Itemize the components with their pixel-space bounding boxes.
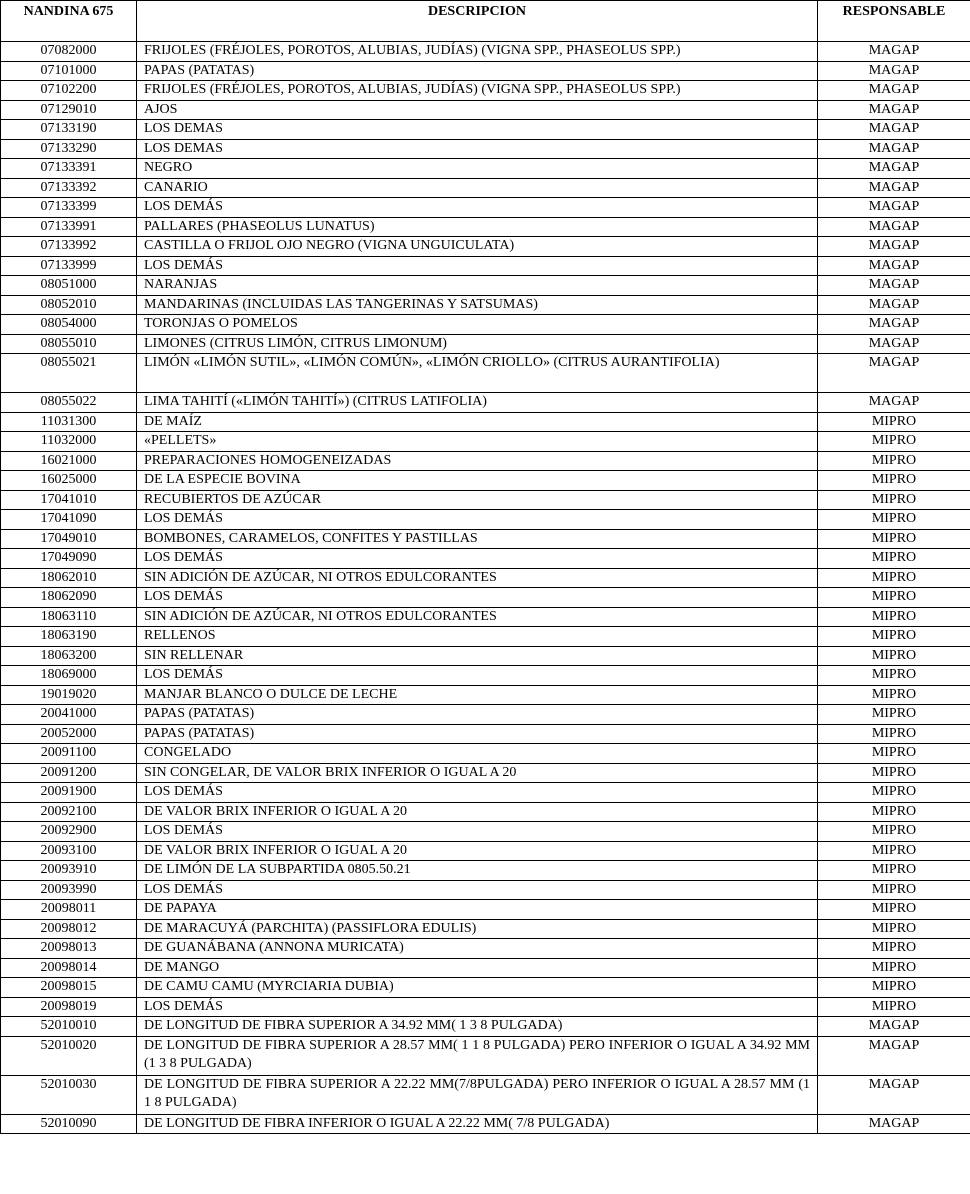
- responsible-cell: MAGAP: [818, 315, 970, 335]
- code-cell: 17041010: [1, 490, 137, 510]
- code-cell: 07102200: [1, 81, 137, 101]
- code-cell: 07133190: [1, 120, 137, 140]
- description-cell: DE MAÍZ: [137, 412, 818, 432]
- code-cell: 18069000: [1, 666, 137, 686]
- table-row: [1, 432, 970, 452]
- description-cell: PAPAS (PATATAS): [137, 705, 818, 725]
- responsible-cell: MIPRO: [818, 841, 970, 861]
- table-body: [1, 42, 970, 1134]
- description-cell: SIN ADICIÓN DE AZÚCAR, NI OTROS EDULCORANTES: [137, 568, 818, 588]
- code-cell: 20093990: [1, 880, 137, 900]
- responsible-cell: MIPRO: [818, 900, 970, 920]
- code-cell: 52010090: [1, 1114, 137, 1134]
- code-cell: 20098011: [1, 900, 137, 920]
- code-cell: 20092900: [1, 822, 137, 842]
- code-cell: 08055022: [1, 393, 137, 413]
- table-row: [1, 841, 970, 861]
- responsible-cell: MIPRO: [818, 978, 970, 998]
- code-cell: 07082000: [1, 42, 137, 62]
- table-row: [1, 81, 970, 101]
- responsible-cell: MAGAP: [818, 61, 970, 81]
- responsible-cell: MIPRO: [818, 705, 970, 725]
- description-cell: RECUBIERTOS DE AZÚCAR: [137, 490, 818, 510]
- responsible-cell: MIPRO: [818, 471, 970, 491]
- table-row: [1, 139, 970, 159]
- code-cell: 18063110: [1, 607, 137, 627]
- table-row: [1, 1036, 970, 1075]
- table-row: [1, 412, 970, 432]
- description-cell: DE VALOR BRIX INFERIOR O IGUAL A 20: [137, 841, 818, 861]
- description-cell: SIN ADICIÓN DE AZÚCAR, NI OTROS EDULCORANTES: [137, 607, 818, 627]
- responsible-cell: MIPRO: [818, 763, 970, 783]
- description-cell: CANARIO: [137, 178, 818, 198]
- responsible-cell: MAGAP: [818, 256, 970, 276]
- description-cell: PAPAS (PATATAS): [137, 61, 818, 81]
- responsible-cell: MIPRO: [818, 880, 970, 900]
- description-cell: CASTILLA O FRIJOL OJO NEGRO (VIGNA UNGUICULATA): [137, 237, 818, 257]
- header-description: DESCRIPCION: [137, 1, 818, 42]
- responsible-cell: MIPRO: [818, 549, 970, 569]
- description-cell: SIN RELLENAR: [137, 646, 818, 666]
- description-cell: PAPAS (PATATAS): [137, 724, 818, 744]
- description-cell: LOS DEMÁS: [137, 510, 818, 530]
- code-cell: 20091200: [1, 763, 137, 783]
- table-row: [1, 510, 970, 530]
- responsible-cell: MAGAP: [818, 295, 970, 315]
- code-cell: 19019020: [1, 685, 137, 705]
- table-row: [1, 198, 970, 218]
- responsible-cell: MIPRO: [818, 412, 970, 432]
- responsible-cell: MIPRO: [818, 958, 970, 978]
- description-cell: AJOS: [137, 100, 818, 120]
- description-cell: DE LONGITUD DE FIBRA INFERIOR O IGUAL A 22.22 MM( 7/8 PULGADA): [137, 1114, 818, 1134]
- code-cell: 20091900: [1, 783, 137, 803]
- responsible-cell: MAGAP: [818, 178, 970, 198]
- table-row: [1, 42, 970, 62]
- code-cell: 07133999: [1, 256, 137, 276]
- responsible-cell: MIPRO: [818, 568, 970, 588]
- description-cell: LOS DEMÁS: [137, 198, 818, 218]
- code-cell: 52010020: [1, 1036, 137, 1075]
- table-row: [1, 900, 970, 920]
- responsible-cell: MIPRO: [818, 919, 970, 939]
- responsible-cell: MAGAP: [818, 81, 970, 101]
- description-cell: LOS DEMÁS: [137, 256, 818, 276]
- description-cell: LOS DEMÁS: [137, 549, 818, 569]
- code-cell: 20093100: [1, 841, 137, 861]
- table-row: [1, 354, 970, 393]
- table-row: [1, 705, 970, 725]
- code-cell: 52010010: [1, 1017, 137, 1037]
- responsible-cell: MAGAP: [818, 393, 970, 413]
- table-row: [1, 627, 970, 647]
- code-cell: 20091100: [1, 744, 137, 764]
- table-row: [1, 978, 970, 998]
- table-row: [1, 763, 970, 783]
- table-row: [1, 1114, 970, 1134]
- description-cell: FRIJOLES (FRÉJOLES, POROTOS, ALUBIAS, JUDÍAS) (VIGNA SPP., PHASEOLUS SPP.): [137, 42, 818, 62]
- responsible-cell: MIPRO: [818, 685, 970, 705]
- table-row: [1, 666, 970, 686]
- description-cell: BOMBONES, CARAMELOS, CONFITES Y PASTILLAS: [137, 529, 818, 549]
- description-cell: LOS DEMÁS: [137, 666, 818, 686]
- responsible-cell: MAGAP: [818, 198, 970, 218]
- description-cell: LOS DEMÁS: [137, 880, 818, 900]
- table-row: [1, 997, 970, 1017]
- code-cell: 52010030: [1, 1075, 137, 1114]
- table-row: [1, 256, 970, 276]
- table-row: [1, 919, 970, 939]
- table-row: [1, 295, 970, 315]
- description-cell: PREPARACIONES HOMOGENEIZADAS: [137, 451, 818, 471]
- table-row: [1, 217, 970, 237]
- responsible-cell: MAGAP: [818, 334, 970, 354]
- table-row: [1, 822, 970, 842]
- table-row: [1, 861, 970, 881]
- responsible-cell: MAGAP: [818, 1036, 970, 1075]
- table-row: [1, 724, 970, 744]
- description-cell: LOS DEMAS: [137, 139, 818, 159]
- description-cell: MANJAR BLANCO O DULCE DE LECHE: [137, 685, 818, 705]
- table-row: [1, 588, 970, 608]
- code-cell: 16025000: [1, 471, 137, 491]
- code-cell: 07129010: [1, 100, 137, 120]
- description-cell: DE PAPAYA: [137, 900, 818, 920]
- table-row: [1, 1017, 970, 1037]
- table-row: [1, 451, 970, 471]
- description-cell: FRIJOLES (FRÉJOLES, POROTOS, ALUBIAS, JUDÍAS) (VIGNA SPP., PHASEOLUS SPP.): [137, 81, 818, 101]
- responsible-cell: MIPRO: [818, 490, 970, 510]
- description-cell: DE VALOR BRIX INFERIOR O IGUAL A 20: [137, 802, 818, 822]
- description-cell: DE LONGITUD DE FIBRA SUPERIOR A 22.22 MM(7/8PULGADA) PERO INFERIOR O IGUAL A 28.57 MM (1 1 8 PULGADA): [137, 1075, 818, 1114]
- table-row: [1, 237, 970, 257]
- responsible-cell: MIPRO: [818, 802, 970, 822]
- table-row: [1, 61, 970, 81]
- code-cell: 07101000: [1, 61, 137, 81]
- description-cell: RELLENOS: [137, 627, 818, 647]
- responsible-cell: MIPRO: [818, 646, 970, 666]
- responsible-cell: MIPRO: [818, 783, 970, 803]
- description-cell: LOS DEMÁS: [137, 997, 818, 1017]
- code-cell: 20092100: [1, 802, 137, 822]
- responsible-cell: MIPRO: [818, 529, 970, 549]
- responsible-cell: MIPRO: [818, 744, 970, 764]
- table-row: [1, 685, 970, 705]
- code-cell: 11032000: [1, 432, 137, 452]
- responsible-cell: MIPRO: [818, 822, 970, 842]
- description-cell: DE LONGITUD DE FIBRA SUPERIOR A 28.57 MM( 1 1 8 PULGADA) PERO INFERIOR O IGUAL A 34.92 MM (1 3 8 PULGADA): [137, 1036, 818, 1075]
- description-cell: «PELLETS»: [137, 432, 818, 452]
- responsible-cell: MIPRO: [818, 607, 970, 627]
- responsible-cell: MIPRO: [818, 588, 970, 608]
- code-cell: 18063190: [1, 627, 137, 647]
- description-cell: CONGELADO: [137, 744, 818, 764]
- description-cell: LIMA TAHITÍ («LIMÓN TAHITÍ») (CITRUS LATIFOLIA): [137, 393, 818, 413]
- table-row: [1, 315, 970, 335]
- description-cell: LOS DEMÁS: [137, 822, 818, 842]
- code-cell: 17041090: [1, 510, 137, 530]
- code-cell: 18063200: [1, 646, 137, 666]
- code-cell: 11031300: [1, 412, 137, 432]
- responsible-cell: MAGAP: [818, 1075, 970, 1114]
- description-cell: DE MANGO: [137, 958, 818, 978]
- responsible-cell: MIPRO: [818, 666, 970, 686]
- header-code: NANDINA 675: [1, 1, 137, 42]
- description-cell: NEGRO: [137, 159, 818, 179]
- code-cell: 20052000: [1, 724, 137, 744]
- code-cell: 18062010: [1, 568, 137, 588]
- code-cell: 07133992: [1, 237, 137, 257]
- code-cell: 20098012: [1, 919, 137, 939]
- responsible-cell: MAGAP: [818, 1017, 970, 1037]
- table-row: [1, 646, 970, 666]
- table-row: [1, 783, 970, 803]
- description-cell: DE GUANÁBANA (ANNONA MURICATA): [137, 939, 818, 959]
- responsible-cell: MAGAP: [818, 100, 970, 120]
- table-row: [1, 120, 970, 140]
- responsible-cell: MIPRO: [818, 432, 970, 452]
- responsible-cell: MAGAP: [818, 139, 970, 159]
- table-row: [1, 276, 970, 296]
- description-cell: DE MARACUYÁ (PARCHITA) (PASSIFLORA EDULIS): [137, 919, 818, 939]
- description-cell: NARANJAS: [137, 276, 818, 296]
- description-cell: SIN CONGELAR, DE VALOR BRIX INFERIOR O IGUAL A 20: [137, 763, 818, 783]
- table-row: [1, 802, 970, 822]
- description-cell: DE LONGITUD DE FIBRA SUPERIOR A 34.92 MM( 1 3 8 PULGADA): [137, 1017, 818, 1037]
- responsible-cell: MIPRO: [818, 939, 970, 959]
- table-row: [1, 393, 970, 413]
- description-cell: DE LIMÓN DE LA SUBPARTIDA 0805.50.21: [137, 861, 818, 881]
- responsible-cell: MIPRO: [818, 724, 970, 744]
- code-cell: 20098015: [1, 978, 137, 998]
- table-row: [1, 939, 970, 959]
- description-cell: PALLARES (PHASEOLUS LUNATUS): [137, 217, 818, 237]
- table-row: [1, 1075, 970, 1114]
- code-cell: 20098019: [1, 997, 137, 1017]
- description-cell: DE LA ESPECIE BOVINA: [137, 471, 818, 491]
- code-cell: 08054000: [1, 315, 137, 335]
- description-cell: LOS DEMÁS: [137, 588, 818, 608]
- table-row: [1, 490, 970, 510]
- responsible-cell: MIPRO: [818, 997, 970, 1017]
- description-cell: LOS DEMAS: [137, 120, 818, 140]
- code-cell: 08052010: [1, 295, 137, 315]
- table-row: [1, 100, 970, 120]
- responsible-cell: MAGAP: [818, 159, 970, 179]
- table-row: [1, 958, 970, 978]
- table-row: [1, 607, 970, 627]
- responsible-cell: MAGAP: [818, 42, 970, 62]
- description-cell: DE CAMU CAMU (MYRCIARIA DUBIA): [137, 978, 818, 998]
- responsible-cell: MAGAP: [818, 276, 970, 296]
- responsible-cell: MIPRO: [818, 451, 970, 471]
- table-row: [1, 744, 970, 764]
- responsible-cell: MAGAP: [818, 217, 970, 237]
- code-cell: 08055021: [1, 354, 137, 393]
- code-cell: 20093910: [1, 861, 137, 881]
- code-cell: 20098013: [1, 939, 137, 959]
- code-cell: 20041000: [1, 705, 137, 725]
- header-responsible: RESPONSABLE: [818, 1, 970, 42]
- table-row: [1, 568, 970, 588]
- responsible-cell: MIPRO: [818, 627, 970, 647]
- code-cell: 07133290: [1, 139, 137, 159]
- responsible-cell: MAGAP: [818, 354, 970, 393]
- table-row: [1, 529, 970, 549]
- responsible-cell: MIPRO: [818, 510, 970, 530]
- code-cell: 08055010: [1, 334, 137, 354]
- code-cell: 17049010: [1, 529, 137, 549]
- code-cell: 07133391: [1, 159, 137, 179]
- code-cell: 07133399: [1, 198, 137, 218]
- code-cell: 08051000: [1, 276, 137, 296]
- table-row: [1, 549, 970, 569]
- description-cell: LIMÓN «LIMÓN SUTIL», «LIMÓN COMÚN», «LIMÓN CRIOLLO» (CITRUS AURANTIFOLIA): [137, 354, 818, 393]
- table-row: [1, 334, 970, 354]
- header-row: [1, 1, 970, 42]
- responsible-cell: MAGAP: [818, 237, 970, 257]
- description-cell: TORONJAS O POMELOS: [137, 315, 818, 335]
- table-row: [1, 159, 970, 179]
- responsible-cell: MIPRO: [818, 861, 970, 881]
- code-cell: 16021000: [1, 451, 137, 471]
- code-cell: 07133392: [1, 178, 137, 198]
- responsible-cell: MAGAP: [818, 120, 970, 140]
- responsible-cell: MAGAP: [818, 1114, 970, 1134]
- description-cell: LOS DEMÁS: [137, 783, 818, 803]
- code-cell: 20098014: [1, 958, 137, 978]
- description-cell: MANDARINAS (INCLUIDAS LAS TANGERINAS Y SATSUMAS): [137, 295, 818, 315]
- code-cell: 18062090: [1, 588, 137, 608]
- code-cell: 17049090: [1, 549, 137, 569]
- code-cell: 07133991: [1, 217, 137, 237]
- table-row: [1, 178, 970, 198]
- description-cell: LIMONES (CITRUS LIMÓN, CITRUS LIMONUM): [137, 334, 818, 354]
- table-row: [1, 471, 970, 491]
- table-row: [1, 880, 970, 900]
